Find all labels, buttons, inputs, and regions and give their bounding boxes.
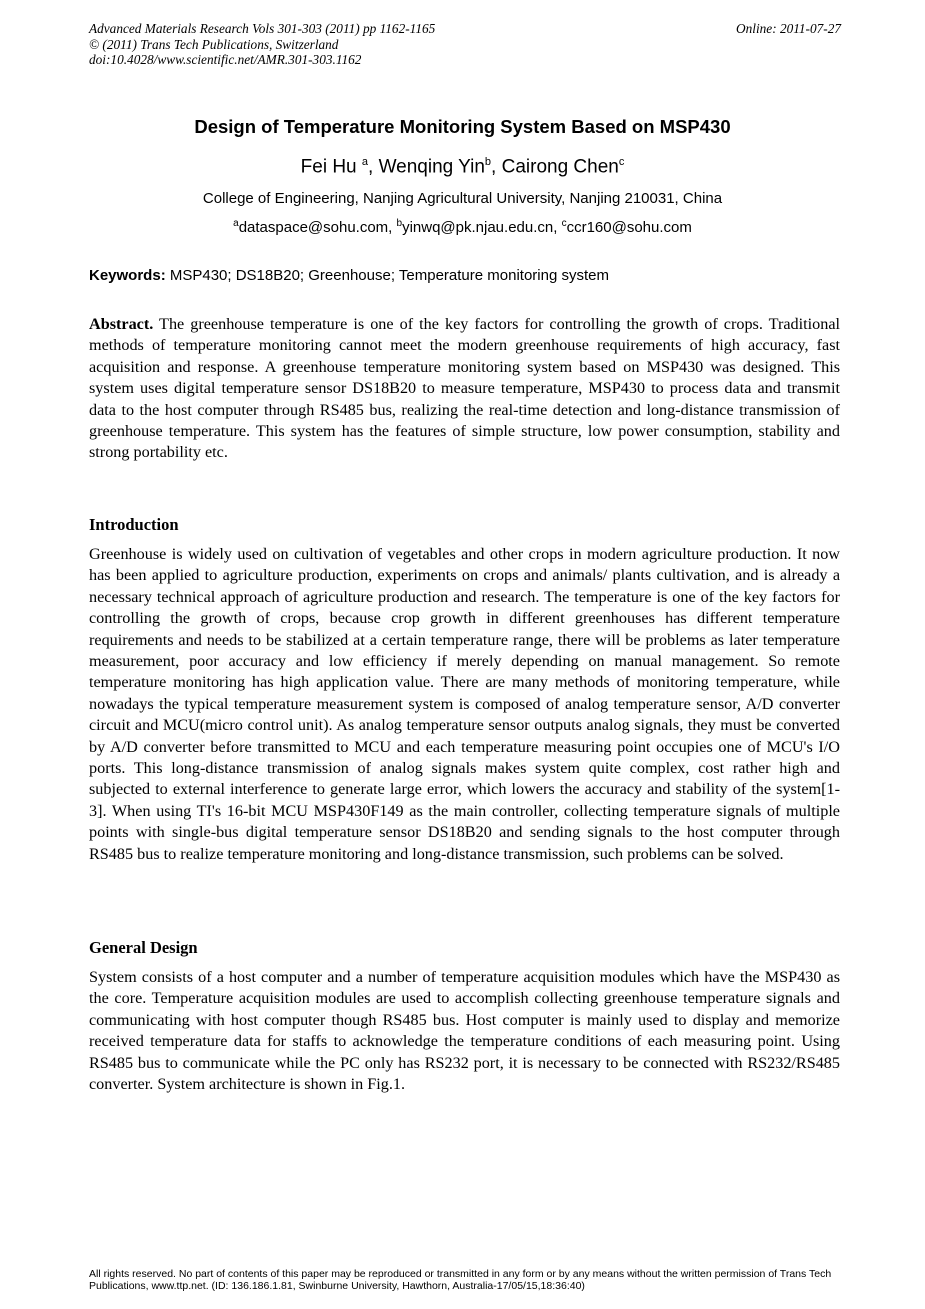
- author-name: Wenqing Yin: [378, 156, 485, 178]
- email-mark: b: [396, 218, 403, 229]
- email-mark: c: [561, 218, 567, 229]
- author-separator: ,: [491, 156, 502, 178]
- online-date: Online: 2011-07-27: [736, 21, 841, 36]
- author-affiliation-mark: a: [361, 156, 369, 168]
- doi-line: doi:10.4028/www.scientific.net/AMR.301-303.1162: [89, 52, 362, 67]
- email-separator: ,: [553, 219, 562, 236]
- paper-title: Design of Temperature Monitoring System Based on MSP430: [194, 116, 731, 137]
- author-affiliation-mark: c: [618, 156, 625, 168]
- abstract: [89, 314, 840, 464]
- author-name: Fei Hu: [300, 156, 362, 178]
- keywords-text: MSP430; DS18B20; Greenhouse; Temperature monitoring system: [165, 267, 609, 284]
- author-name: Cairong Chen: [501, 156, 619, 178]
- email-separator: ,: [388, 219, 397, 236]
- section-text-general-design: System consists of a host computer and a number of temperature acquisition modules which have the MSP430 as the core. Temperature acquisition modules are used to accomplish collecting greenhouse temperature signals and communicating with host computer though RS485 bus. Host computer is mainly used to display and memorize received temperature data for staffs to acknowledge the temperature conditions of each measuring point. Using RS485 bus to communicate while the PC only has RS232 port, it is necessary to be connected with RS232/RS485 converter. System architecture is shown in Fig.1.: [89, 968, 840, 1094]
- section-heading-introduction: Introduction: [89, 515, 179, 534]
- author-affiliation-mark: b: [484, 156, 492, 168]
- keywords-label: Keywords:: [89, 267, 166, 284]
- email-address: yinwq@pk.njau.edu.cn: [402, 219, 554, 236]
- section-heading-general-design: General Design: [89, 938, 198, 957]
- author-list: [0, 156, 925, 178]
- email-address: ccr160@sohu.com: [566, 219, 692, 236]
- email-address: dataspace@sohu.com: [238, 219, 389, 236]
- abstract-label: Abstract.: [89, 315, 154, 333]
- keywords: [89, 267, 609, 284]
- journal-header: [89, 21, 841, 68]
- copyright-footer: All rights reserved. No part of contents of this paper may be reproduced or transmitted in any form or by any means without the written permission of Trans Tech Publications, www.ttp.net. (ID: 136.186.1.81, Swinburne University, Hawthorn, Australia-17/05/15,18:36:40): [89, 1268, 832, 1292]
- journal-citation: Advanced Materials Research Vols 301-303 (2011) pp 1162-1165: [89, 21, 436, 36]
- abstract-text: The greenhouse temperature is one of the key factors for controlling the growth of crops. Traditional methods of temperature monitoring cannot meet the modern greenhouse requirements of high accuracy, fast acquisition and response. A greenhouse temperature monitoring system based on MSP430 was designed. This system uses digital temperature sensor DS18B20 to measure temperature, MSP430 to process data and transmit data to the host computer through RS485 bus, realizing the real-time detection and long-distance transmission of greenhouse temperature. This system has the features of simple structure, low power consumption, stability and strong portability etc.: [89, 315, 840, 462]
- copyright-line: © (2011) Trans Tech Publications, Switzerland: [89, 36, 339, 52]
- affiliation: College of Engineering, Nanjing Agricultural University, Nanjing 210031, China: [202, 190, 723, 207]
- author-separator: ,: [368, 156, 379, 178]
- email-mark: a: [233, 218, 239, 229]
- email-list: [0, 218, 925, 236]
- section-text-introduction: Greenhouse is widely used on cultivation of vegetables and other crops in modern agriculture production. It now has been applied to agriculture production, experiments on crops and animals/ plants cultivation, and is already a necessary technical approach of agriculture production and research. The temperature is one of the key factors for controlling the growth of crops, because crop growth in different greenhouses has different temperature requirements and needs to be stabilized at a certain temperature range, there will be problems as later temperature measurement, poor accuracy and low efficiency if merely depending on manual management. So remote temperature monitoring has high application value. There are many methods of monitoring temperature, while nowadays the typical temperature measurement system is composed of analog temperature sensor, A/D converter circuit and MCU(micro control unit). As analog temperature sensor outputs analog signals, they must be converted by A/D converter before transmitted to MCU and each temperature measuring point occupies one of MCU's I/O ports. This long-distance transmission of analog signals makes system quite complex, cost rather high and subjected to external interference to generate large error, which lowers the accuracy and stability of the system[1-3]. When using TI's 16-bit MCU MSP430F149 as the main controller, collecting temperature signals of multiple points with single-bus digital temperature sensor DS18B20 and sending signals to the host computer through RS485 bus to realize temperature monitoring and long-distance transmission, such problems can be solved.: [89, 545, 840, 863]
